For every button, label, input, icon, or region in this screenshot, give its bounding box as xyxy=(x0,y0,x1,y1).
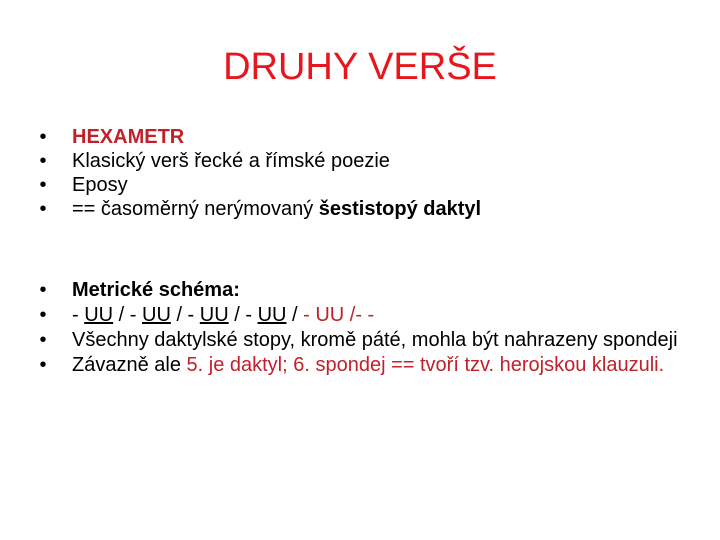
bullet-list-hexametr xyxy=(36,125,696,221)
scheme-foot-underlined: UU xyxy=(257,304,287,326)
list-text: == časoměrný nerýmovaný xyxy=(72,198,319,220)
bullet-icon: • xyxy=(39,279,47,301)
bullet-icon: • xyxy=(39,126,47,148)
list-item xyxy=(36,173,696,197)
bullet-list-metric xyxy=(36,278,696,378)
list-item xyxy=(36,328,696,352)
list-text: Klasický verš řecké a římské poezie xyxy=(72,150,390,172)
bullet-icon: • xyxy=(39,150,47,172)
bullet-icon: • xyxy=(39,304,47,326)
scheme-foot-underlined: UU xyxy=(142,304,171,326)
bullet-icon: • xyxy=(39,174,47,196)
scheme-text: / - xyxy=(228,304,258,326)
list-text-bold: šestistopý daktyl xyxy=(318,198,482,220)
bullet-icon: • xyxy=(39,198,47,220)
list-text: Eposy xyxy=(72,174,128,196)
scheme-text: - xyxy=(72,304,85,326)
slide-title: DRUHY VERŠE xyxy=(223,46,497,88)
scheme-foot-underlined: UU xyxy=(84,304,114,326)
list-text: Závazně ale xyxy=(72,354,187,376)
scheme-text-red: - UU /- - xyxy=(303,304,375,326)
list-item xyxy=(36,149,696,173)
hexametr-heading: HEXAMETR xyxy=(72,126,185,148)
list-text: Všechny daktylské stopy, kromě páté, mohla být nahrazeny spondeji xyxy=(72,329,678,351)
scheme-text: / - xyxy=(170,304,200,326)
list-item xyxy=(36,278,696,302)
scheme-text: / - xyxy=(113,304,142,326)
list-item xyxy=(36,197,696,221)
bullet-icon: • xyxy=(39,354,47,376)
scheme-foot-underlined: UU xyxy=(199,304,229,326)
metric-scheme-heading: Metrické schéma: xyxy=(72,279,240,301)
bullet-icon: • xyxy=(39,329,47,351)
list-text-red: 5. je daktyl; 6. spondej == tvoří tzv. herojskou klauzuli. xyxy=(186,354,665,376)
list-item xyxy=(36,303,696,327)
scheme-text: / xyxy=(286,304,304,326)
list-item xyxy=(36,353,696,377)
list-item xyxy=(36,125,696,149)
